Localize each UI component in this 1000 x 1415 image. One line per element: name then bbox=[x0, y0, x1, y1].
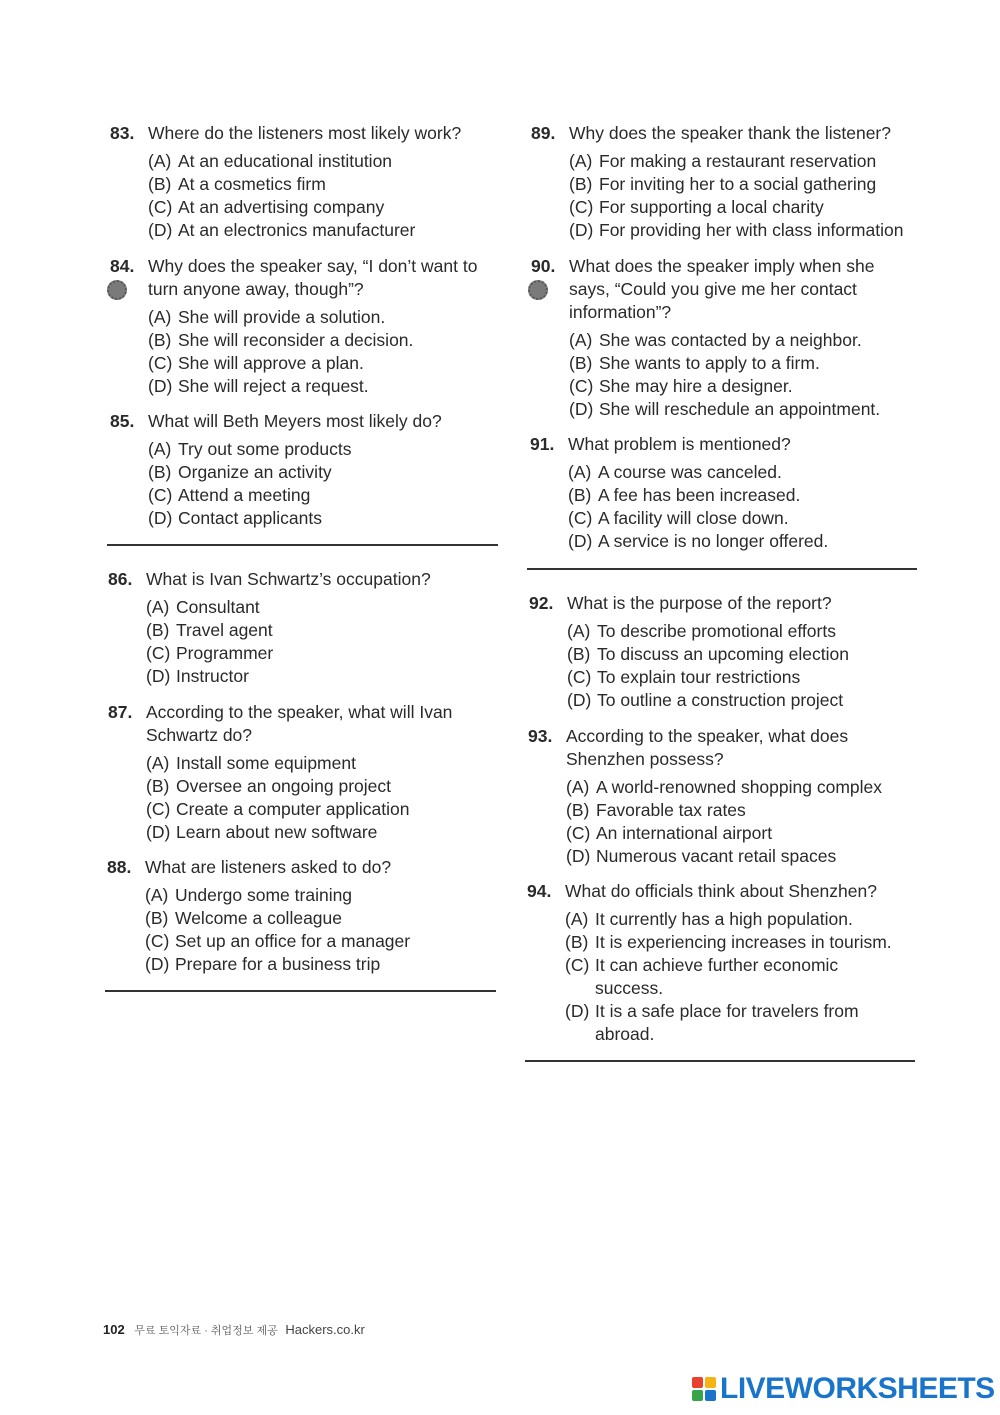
question-number: 93. bbox=[528, 726, 553, 746]
option-b[interactable]: (B) Oversee an ongoing project bbox=[146, 776, 391, 796]
option-a[interactable]: (A) She will provide a solution. bbox=[148, 307, 386, 327]
option-d[interactable]: (D) She will reject a request. bbox=[148, 376, 369, 396]
question-number: 86. bbox=[108, 569, 133, 589]
question-number: 90. bbox=[531, 256, 556, 276]
question-number: 91. bbox=[530, 434, 555, 454]
question-text: Why does the speaker say, “I don’t want to turn anyone away, though”? bbox=[148, 256, 478, 299]
question-88 bbox=[107, 856, 507, 976]
option-a[interactable]: (A) Consultant bbox=[146, 597, 260, 617]
option-d[interactable]: (D) She will reschedule an appointment. bbox=[569, 399, 881, 419]
option-c[interactable]: (C) It can achieve further economic success. bbox=[565, 955, 839, 998]
option-c[interactable]: (C) An international airport bbox=[566, 823, 773, 843]
question-text: What do officials think about Shenzhen? bbox=[565, 881, 877, 901]
option-c[interactable]: (C) She may hire a designer. bbox=[569, 376, 793, 396]
option-a[interactable]: (A) Undergo some training bbox=[145, 885, 353, 905]
option-a[interactable]: (A) At an educational institution bbox=[148, 151, 393, 171]
option-b[interactable]: (B) Organize an activity bbox=[148, 462, 332, 482]
option-c[interactable]: (C) Attend a meeting bbox=[148, 485, 311, 505]
option-a[interactable]: (A) Try out some products bbox=[148, 439, 352, 459]
question-number: 94. bbox=[527, 881, 552, 901]
option-d[interactable]: (D) A service is no longer offered. bbox=[568, 531, 829, 551]
option-b[interactable]: (B) To discuss an upcoming election bbox=[567, 644, 849, 664]
question-number: 89. bbox=[531, 123, 556, 143]
option-a[interactable]: (A) A world-renowned shopping complex bbox=[566, 777, 882, 797]
option-c[interactable]: (C) For supporting a local charity bbox=[569, 197, 824, 217]
question-text: What will Beth Meyers most likely do? bbox=[148, 411, 442, 431]
badge-icon bbox=[528, 280, 548, 300]
question-number: 83. bbox=[110, 123, 135, 143]
question-89 bbox=[531, 122, 951, 242]
question-text: What problem is mentioned? bbox=[568, 434, 791, 454]
section-divider bbox=[525, 1060, 915, 1062]
brand-name: LIVEWORKSHEETS bbox=[720, 1372, 995, 1405]
option-b[interactable]: (B) It is experiencing increases in tourism. bbox=[565, 932, 892, 952]
option-a[interactable]: (A) A course was canceled. bbox=[568, 462, 782, 482]
option-d[interactable]: (D) Numerous vacant retail spaces bbox=[566, 846, 837, 866]
option-c[interactable]: (C) At an advertising company bbox=[148, 197, 385, 217]
section-divider bbox=[527, 568, 917, 570]
badge-icon bbox=[107, 280, 127, 300]
option-c[interactable]: (C) Create a computer application bbox=[146, 799, 410, 819]
section-divider bbox=[105, 990, 496, 992]
option-c[interactable]: (C) To explain tour restrictions bbox=[567, 667, 801, 687]
question-number: 92. bbox=[529, 593, 554, 613]
option-b[interactable]: (B) She will reconsider a decision. bbox=[148, 330, 414, 350]
option-c[interactable]: (C) She will approve a plan. bbox=[148, 353, 364, 373]
question-text: What does the speaker imply when she says, “Could you give me her contact information”? bbox=[569, 256, 875, 322]
question-85 bbox=[110, 410, 510, 530]
option-b[interactable]: (B) Favorable tax rates bbox=[566, 800, 746, 820]
option-a[interactable]: (A) Install some equipment bbox=[146, 753, 356, 773]
question-number: 88. bbox=[107, 857, 132, 877]
question-86 bbox=[108, 568, 508, 688]
option-c[interactable]: (C) Set up an office for a manager bbox=[145, 931, 411, 951]
question-text: Where do the listeners most likely work? bbox=[148, 123, 462, 143]
question-text: Why does the speaker thank the listener? bbox=[569, 123, 891, 143]
option-b[interactable]: (B) Welcome a colleague bbox=[145, 908, 342, 928]
question-text: What are listeners asked to do? bbox=[145, 857, 392, 877]
option-b[interactable]: (B) At a cosmetics firm bbox=[148, 174, 326, 194]
liveworksheets-icon bbox=[692, 1377, 716, 1401]
footer-site: Hackers.co.kr bbox=[285, 1322, 365, 1337]
option-c[interactable]: (C) A facility will close down. bbox=[568, 508, 789, 528]
option-a[interactable]: (A) She was contacted by a neighbor. bbox=[569, 330, 862, 350]
question-text: According to the speaker, what will Ivan Schwartz do? bbox=[146, 702, 453, 745]
option-a[interactable]: (A) It currently has a high population. bbox=[565, 909, 853, 929]
question-87 bbox=[108, 701, 488, 844]
question-92 bbox=[529, 592, 929, 712]
option-d[interactable]: (D) It is a safe place for travelers from abroad. bbox=[565, 1001, 859, 1044]
question-83 bbox=[110, 122, 510, 242]
option-c[interactable]: (C) Programmer bbox=[146, 643, 274, 663]
question-number: 85. bbox=[110, 411, 135, 431]
question-91 bbox=[530, 433, 930, 553]
option-d[interactable]: (D) Prepare for a business trip bbox=[145, 954, 381, 974]
liveworksheets-logo[interactable] bbox=[692, 1372, 995, 1406]
question-text: What is Ivan Schwartz’s occupation? bbox=[146, 569, 431, 589]
option-d[interactable]: (D) Instructor bbox=[146, 666, 249, 686]
question-94 bbox=[527, 880, 917, 1046]
option-b[interactable]: (B) A fee has been increased. bbox=[568, 485, 801, 505]
option-a[interactable]: (A) For making a restaurant reservation bbox=[569, 151, 877, 171]
option-b[interactable]: (B) She wants to apply to a firm. bbox=[569, 353, 820, 373]
option-a[interactable]: (A) To describe promotional efforts bbox=[567, 621, 836, 641]
question-text: What is the purpose of the report? bbox=[567, 593, 832, 613]
question-90 bbox=[531, 255, 901, 421]
page-footer bbox=[103, 1322, 365, 1338]
question-93 bbox=[528, 725, 898, 868]
option-d[interactable]: (D) Learn about new software bbox=[146, 822, 378, 842]
question-number: 84. bbox=[110, 256, 135, 276]
footer-korean-text: 무료 토익자료 · 취업정보 제공 bbox=[134, 1325, 278, 1337]
question-84 bbox=[110, 255, 510, 398]
option-d[interactable]: (D) Contact applicants bbox=[148, 508, 322, 528]
question-number: 87. bbox=[108, 702, 133, 722]
page-number: 102 bbox=[103, 1322, 125, 1337]
option-d[interactable]: (D) At an electronics manufacturer bbox=[148, 220, 416, 240]
option-d[interactable]: (D) For providing her with class information bbox=[569, 220, 904, 240]
option-d[interactable]: (D) To outline a construction project bbox=[567, 690, 844, 710]
question-text: According to the speaker, what does Shenzhen possess? bbox=[566, 726, 849, 769]
section-divider bbox=[107, 544, 498, 546]
option-b[interactable]: (B) For inviting her to a social gathering bbox=[569, 174, 877, 194]
option-b[interactable]: (B) Travel agent bbox=[146, 620, 273, 640]
